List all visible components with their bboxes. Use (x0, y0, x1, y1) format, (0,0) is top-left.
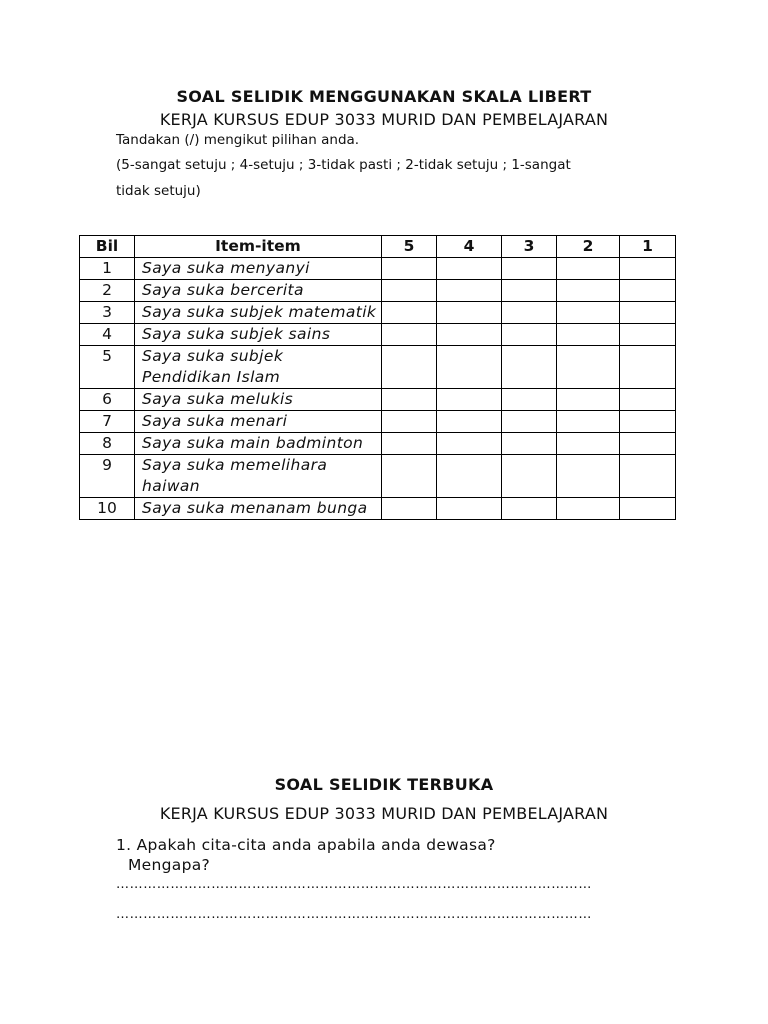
answer-cell-1[interactable] (620, 411, 676, 433)
answer-cell-2[interactable] (557, 389, 620, 411)
table-row (80, 258, 676, 280)
row-number: 5 (80, 346, 135, 389)
answer-cell-3[interactable] (502, 324, 557, 346)
table-row (80, 389, 676, 411)
answer-cell-4[interactable] (437, 433, 502, 455)
row-item: Saya suka menari (135, 411, 382, 433)
answer-cell-1[interactable] (620, 346, 676, 389)
answer-line-1[interactable]: …………………………………………………………………………………………… (116, 877, 592, 892)
answer-cell-1[interactable] (620, 433, 676, 455)
header-scale-1: 1 (620, 236, 676, 258)
instruction-mark: Tandakan (/) mengikut pilihan anda. (116, 132, 360, 148)
header-scale-5: 5 (382, 236, 437, 258)
instruction-scale-line2: tidak setuju) (116, 183, 201, 199)
answer-cell-3[interactable] (502, 498, 557, 520)
table-row (80, 324, 676, 346)
answer-cell-1[interactable] (620, 324, 676, 346)
answer-cell-5[interactable] (382, 389, 437, 411)
survey-title: SOAL SELIDIK MENGGUNAKAN SKALA LIBERT (176, 87, 592, 106)
row-number: 4 (80, 324, 135, 346)
answer-cell-1[interactable] (620, 302, 676, 324)
open-survey-subtitle: KERJA KURSUS EDUP 3033 MURID DAN PEMBELAJARAN (159, 804, 609, 823)
answer-cell-2[interactable] (557, 411, 620, 433)
answer-cell-5[interactable] (382, 302, 437, 324)
answer-cell-5[interactable] (382, 433, 437, 455)
answer-cell-5[interactable] (382, 411, 437, 433)
likert-table (79, 235, 676, 520)
answer-cell-5[interactable] (382, 280, 437, 302)
table-row (80, 346, 676, 389)
answer-cell-3[interactable] (502, 302, 557, 324)
row-item: Saya suka subjek sains (135, 324, 382, 346)
answer-cell-4[interactable] (437, 498, 502, 520)
table-header-row (80, 236, 676, 258)
answer-cell-3[interactable] (502, 389, 557, 411)
row-number: 6 (80, 389, 135, 411)
answer-cell-1[interactable] (620, 280, 676, 302)
row-number: 9 (80, 455, 135, 498)
answer-cell-5[interactable] (382, 498, 437, 520)
row-item: Saya suka bercerita (135, 280, 382, 302)
table-row (80, 455, 676, 498)
answer-cell-3[interactable] (502, 346, 557, 389)
table-row (80, 302, 676, 324)
row-number: 8 (80, 433, 135, 455)
answer-cell-3[interactable] (502, 455, 557, 498)
answer-cell-1[interactable] (620, 389, 676, 411)
header-item: Item-item (135, 236, 382, 258)
table-row (80, 433, 676, 455)
answer-cell-2[interactable] (557, 258, 620, 280)
row-number: 10 (80, 498, 135, 520)
table-row (80, 280, 676, 302)
question-1 (116, 835, 576, 875)
open-survey-title: SOAL SELIDIK TERBUKA (274, 775, 494, 794)
answer-cell-4[interactable] (437, 258, 502, 280)
answer-line-2[interactable]: …………………………………………………………………………………………… (116, 907, 592, 922)
question-1-line2: Mengapa? (128, 856, 211, 874)
row-number: 2 (80, 280, 135, 302)
row-item: Saya suka menanam bunga (135, 498, 382, 520)
row-item: Saya suka main badminton (135, 433, 382, 455)
answer-cell-2[interactable] (557, 498, 620, 520)
answer-cell-2[interactable] (557, 324, 620, 346)
answer-cell-4[interactable] (437, 302, 502, 324)
answer-cell-2[interactable] (557, 302, 620, 324)
row-item: Saya suka subjek matematik (135, 302, 382, 324)
row-item: Saya suka menyanyi (135, 258, 382, 280)
answer-cell-4[interactable] (437, 455, 502, 498)
instruction-scale-line1: (5-sangat setuju ; 4-setuju ; 3-tidak pasti ; 2-tidak setuju ; 1-sangat (116, 157, 571, 173)
survey-subtitle: KERJA KURSUS EDUP 3033 MURID DAN PEMBELAJARAN (159, 110, 609, 129)
answer-cell-1[interactable] (620, 258, 676, 280)
answer-cell-2[interactable] (557, 455, 620, 498)
header-scale-4: 4 (437, 236, 502, 258)
answer-cell-5[interactable] (382, 346, 437, 389)
table-row (80, 498, 676, 520)
answer-cell-4[interactable] (437, 389, 502, 411)
answer-cell-4[interactable] (437, 411, 502, 433)
answer-cell-1[interactable] (620, 498, 676, 520)
header-bil: Bil (80, 236, 135, 258)
answer-cell-5[interactable] (382, 258, 437, 280)
row-number: 7 (80, 411, 135, 433)
answer-cell-4[interactable] (437, 346, 502, 389)
question-1-line1: 1. Apakah cita-cita anda apabila anda dewasa? (116, 836, 496, 854)
answer-cell-2[interactable] (557, 433, 620, 455)
row-item: Saya suka melukis (135, 389, 382, 411)
answer-cell-2[interactable] (557, 280, 620, 302)
row-number: 1 (80, 258, 135, 280)
table-row (80, 411, 676, 433)
answer-cell-2[interactable] (557, 346, 620, 389)
answer-cell-3[interactable] (502, 280, 557, 302)
row-item: Saya suka memelihara haiwan (135, 455, 382, 498)
answer-cell-3[interactable] (502, 258, 557, 280)
row-number: 3 (80, 302, 135, 324)
answer-cell-3[interactable] (502, 433, 557, 455)
answer-cell-1[interactable] (620, 455, 676, 498)
header-scale-3: 3 (502, 236, 557, 258)
header-scale-2: 2 (557, 236, 620, 258)
answer-cell-4[interactable] (437, 324, 502, 346)
row-item: Saya suka subjek Pendidikan Islam (135, 346, 382, 389)
answer-cell-5[interactable] (382, 324, 437, 346)
answer-cell-4[interactable] (437, 280, 502, 302)
answer-cell-5[interactable] (382, 455, 437, 498)
answer-cell-3[interactable] (502, 411, 557, 433)
